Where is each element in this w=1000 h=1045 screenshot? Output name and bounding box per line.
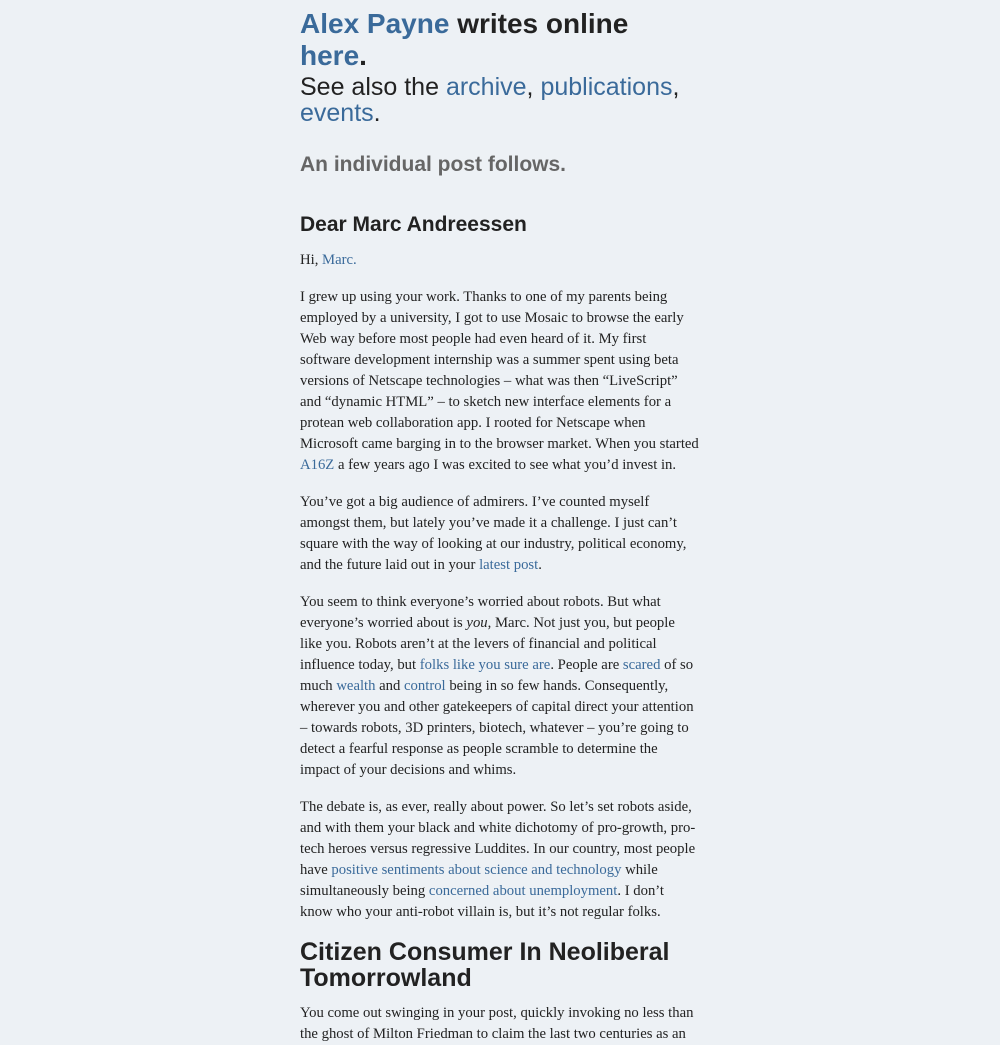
post-title: Dear Marc Andreessen	[300, 213, 527, 236]
archive-link[interactable]: archive	[445, 73, 527, 101]
site-header	[300, 8, 700, 126]
wealth-link[interactable]: wealth	[336, 678, 376, 694]
title-period: .	[359, 40, 367, 71]
post-article	[300, 212, 700, 1045]
control-link[interactable]: control	[404, 678, 446, 694]
p1-text-1: I grew up using your work. Thanks to one of my parents being employed by a university, I got to use Mosaic to browse the early Web way before most people had even heard of it. My first software development internship was a summer spent using beta versions of Netscape technologies – what was then “LiveScript” and “dynamic HTML” – to sketch new interface elements for a protean web collaboration app. I rooted for Netscape when Microsoft came barging in to the browser market. When you started	[300, 289, 699, 452]
site-title	[300, 8, 700, 72]
content-column	[300, 0, 700, 1045]
folks-like-you-link[interactable]: folks like you sure are	[419, 657, 551, 673]
p3-emphasis-you: you	[466, 615, 488, 631]
p1-text-2: a few years ago I was excited to see what you’d invest in.	[334, 457, 677, 473]
latest-post-link[interactable]: latest post	[479, 557, 539, 573]
see-also-period: .	[373, 99, 381, 127]
post-paragraph-5	[300, 1003, 700, 1045]
p3-text-4: of so much	[300, 657, 694, 694]
unemployment-link[interactable]: concerned about unemployment	[428, 883, 618, 899]
greeting-text: Hi,	[300, 252, 323, 268]
p2-text-2: .	[538, 557, 542, 573]
p3-text-6: being in so few hands. Consequently, wherever you and other gatekeepers of capital direct your attention – towards robots, 3D printers, biotech, whatever – you’re going to detect a fearful response as people scramble to determine the impact of your decisions and whims.	[300, 678, 694, 778]
post-paragraph-2	[300, 492, 700, 576]
author-link[interactable]: Alex Payne	[300, 8, 450, 39]
writes-online-text: writes online	[449, 8, 629, 39]
p3-text-1: You seem to think everyone’s worried about robots. But what everyone’s worried about is	[300, 594, 661, 631]
post-paragraph-4	[300, 797, 700, 923]
section-heading: Citizen Consumer In Neoliberal Tomorrowland	[300, 938, 670, 992]
p3-text-3: . People are	[550, 657, 623, 673]
intro-note: An individual post follows.	[300, 153, 566, 176]
p4-text-1: The debate is, as ever, really about power. So let’s set robots aside, and with them your black and white dichotomy of pro-growth, pro-tech heroes versus regressive Luddites. In our country, most people have	[300, 799, 696, 878]
p5-text-1: You come out swinging in your post, quickly invoking no less than the ghost of Milton Friedman to claim the last two centuries as an	[300, 1005, 694, 1042]
a16z-link[interactable]: A16Z	[300, 457, 335, 473]
post-paragraph-1	[300, 287, 700, 476]
positive-sentiments-link[interactable]: positive sentiments about science and technology	[331, 862, 622, 878]
publications-link[interactable]: publications	[540, 73, 673, 101]
see-also-line	[300, 74, 700, 126]
see-also-prefix: See also the	[300, 73, 446, 101]
p2-text-1: You’ve got a big audience of admirers. I’ve counted myself amongst them, but lately you’ve made it a challenge. I just can’t square with the way of looking at our industry, political economy, and the future laid out in your	[300, 494, 687, 573]
events-link[interactable]: events	[300, 99, 374, 127]
see-also-comma-2: ,	[672, 73, 680, 101]
p4-text-2: while simultaneously being	[300, 862, 658, 899]
p4-text-3: . I don’t know who your anti-robot villain is, but it’s not regular folks.	[300, 883, 665, 920]
post-paragraph-3	[300, 592, 700, 781]
scared-link[interactable]: scared	[622, 657, 661, 673]
p3-text-5: and	[375, 678, 405, 694]
post-greeting	[300, 250, 700, 271]
marc-link[interactable]: Marc.	[322, 252, 357, 268]
here-link[interactable]: here	[300, 40, 360, 71]
p3-text-2: , Marc. Not just you, but people like you. Robots aren’t at the levers of financial and political influence today, but	[300, 615, 675, 673]
see-also-comma-1: ,	[526, 73, 541, 101]
